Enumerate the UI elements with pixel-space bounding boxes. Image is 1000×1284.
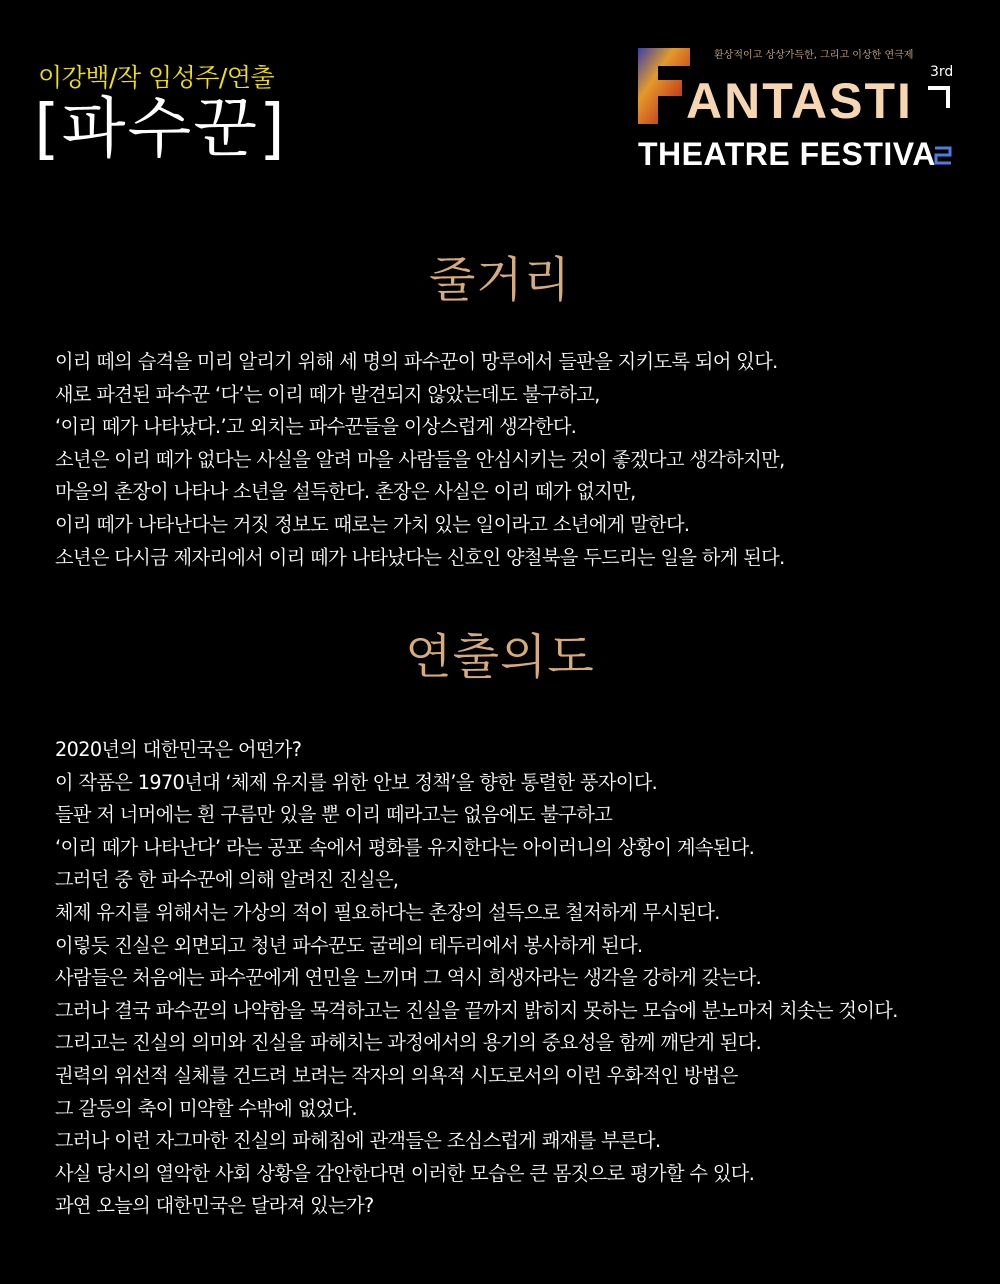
direction-line: 과연 오늘의 대한민국은 달라져 있는가? xyxy=(55,1194,374,1218)
synopsis-heading: 줄거리 xyxy=(428,252,572,308)
logo-edition: 3rd xyxy=(930,64,954,80)
play-title: [파수꾼] xyxy=(34,90,287,167)
direction-line: 그 갈등의 축이 미약할 수밖에 없었다. xyxy=(55,1096,358,1120)
synopsis-line: 마을의 촌장이 나타나 소년을 설득한다. 촌장은 사실은 이리 떼가 없지만, xyxy=(55,480,636,504)
synopsis-line: 소년은 다시금 제자리에서 이리 떼가 나타났다는 신호인 양철북을 두드리는 일을 하게 된다. xyxy=(55,545,785,569)
direction-line: 이 작품은 1970년대 ‘체제 유지를 위한 안보 정책’을 향한 통렬한 풍자이다. xyxy=(55,770,658,794)
synopsis-line: 이리 떼가 나타난다는 거짓 정보도 때로는 가치 있는 일이라고 소년에게 말한다. xyxy=(55,512,690,536)
credits-line: 이강백/작 임성주/연출 xyxy=(38,63,275,92)
synopsis-line: 이리 떼의 습격을 미리 알리기 위해 세 명의 파수꾼이 망루에서 들판을 지키도록 되어 있다. xyxy=(55,350,778,373)
direction-line: 체제 유지를 위해서는 가상의 적이 필요하다는 촌장의 설득으로 철저하게 무시된다. xyxy=(55,900,720,924)
direction-body xyxy=(55,734,995,1223)
direction-line: 그러던 중 한 파수꾼에 의해 알려진 진실은, xyxy=(55,868,399,892)
synopsis-line: 소년은 이리 떼가 없다는 사실을 알려 마을 사람들을 안심시키는 것이 좋겠다고 생각하지만, xyxy=(55,447,785,471)
synopsis-line: ‘이리 떼가 나타났다.’고 외치는 파수꾼들을 이상스럽게 생각한다. xyxy=(55,415,577,439)
logo-word-theatre-festival: THEATRE FESTIVA xyxy=(638,136,936,172)
logo-f-icon xyxy=(636,44,692,126)
logo-word-fantastic: ANTASTI xyxy=(686,73,913,129)
direction-heading: 연출의도 xyxy=(405,629,595,685)
direction-line: 그러나 이런 자그마한 진실의 파헤침에 관객들은 조심스럽게 쾌재를 부른다. xyxy=(55,1129,661,1153)
logo-tagline: 환상적이고 상상가득한, 그리고 이상한 연극제 xyxy=(714,50,914,61)
direction-line: 그리고는 진실의 의미와 진실을 파헤치는 과정에서의 용기의 중요성을 함께 깨닫게 된다. xyxy=(55,1031,762,1055)
direction-line: 사실 당시의 열악한 사회 상황을 감안한다면 이러한 모습은 큰 몸짓으로 평가할 수 있다. xyxy=(55,1161,755,1185)
direction-line: 들판 저 너머에는 흰 구름만 있을 뿐 이리 떼라고는 없음에도 불구하고 xyxy=(55,803,613,827)
synopsis-body xyxy=(55,346,995,574)
festival-logo xyxy=(636,44,956,176)
synopsis-line: 새로 파견된 파수꾼 ‘다’는 이리 떼가 발견되지 않았는데도 불구하고, xyxy=(55,382,600,406)
direction-line: ‘이리 떼가 나타난다’ 라는 공포 속에서 평화를 유지한다는 아이러니의 상황이 계속된다. xyxy=(55,835,755,859)
logo-l-mark xyxy=(934,146,952,166)
direction-line: 2020년의 대한민국은 어떤가? xyxy=(55,738,302,761)
logo-corner-mark xyxy=(928,86,950,108)
direction-line: 사람들은 처음에는 파수꾼에게 연민을 느끼며 그 역시 희생자라는 생각을 강하게 갖는다. xyxy=(55,966,762,990)
direction-line: 이렇듯 진실은 외면되고 청년 파수꾼도 굴레의 테두리에서 봉사하게 된다. xyxy=(55,933,643,957)
direction-line: 권력의 위선적 실체를 건드려 보려는 작자의 의욕적 시도로서의 이런 우화적인 방법은 xyxy=(55,1063,738,1087)
direction-line: 그러나 결국 파수꾼의 나약함을 목격하고는 진실을 끝까지 밝히지 못하는 모습에 분노마저 치솟는 것이다. xyxy=(55,998,898,1022)
